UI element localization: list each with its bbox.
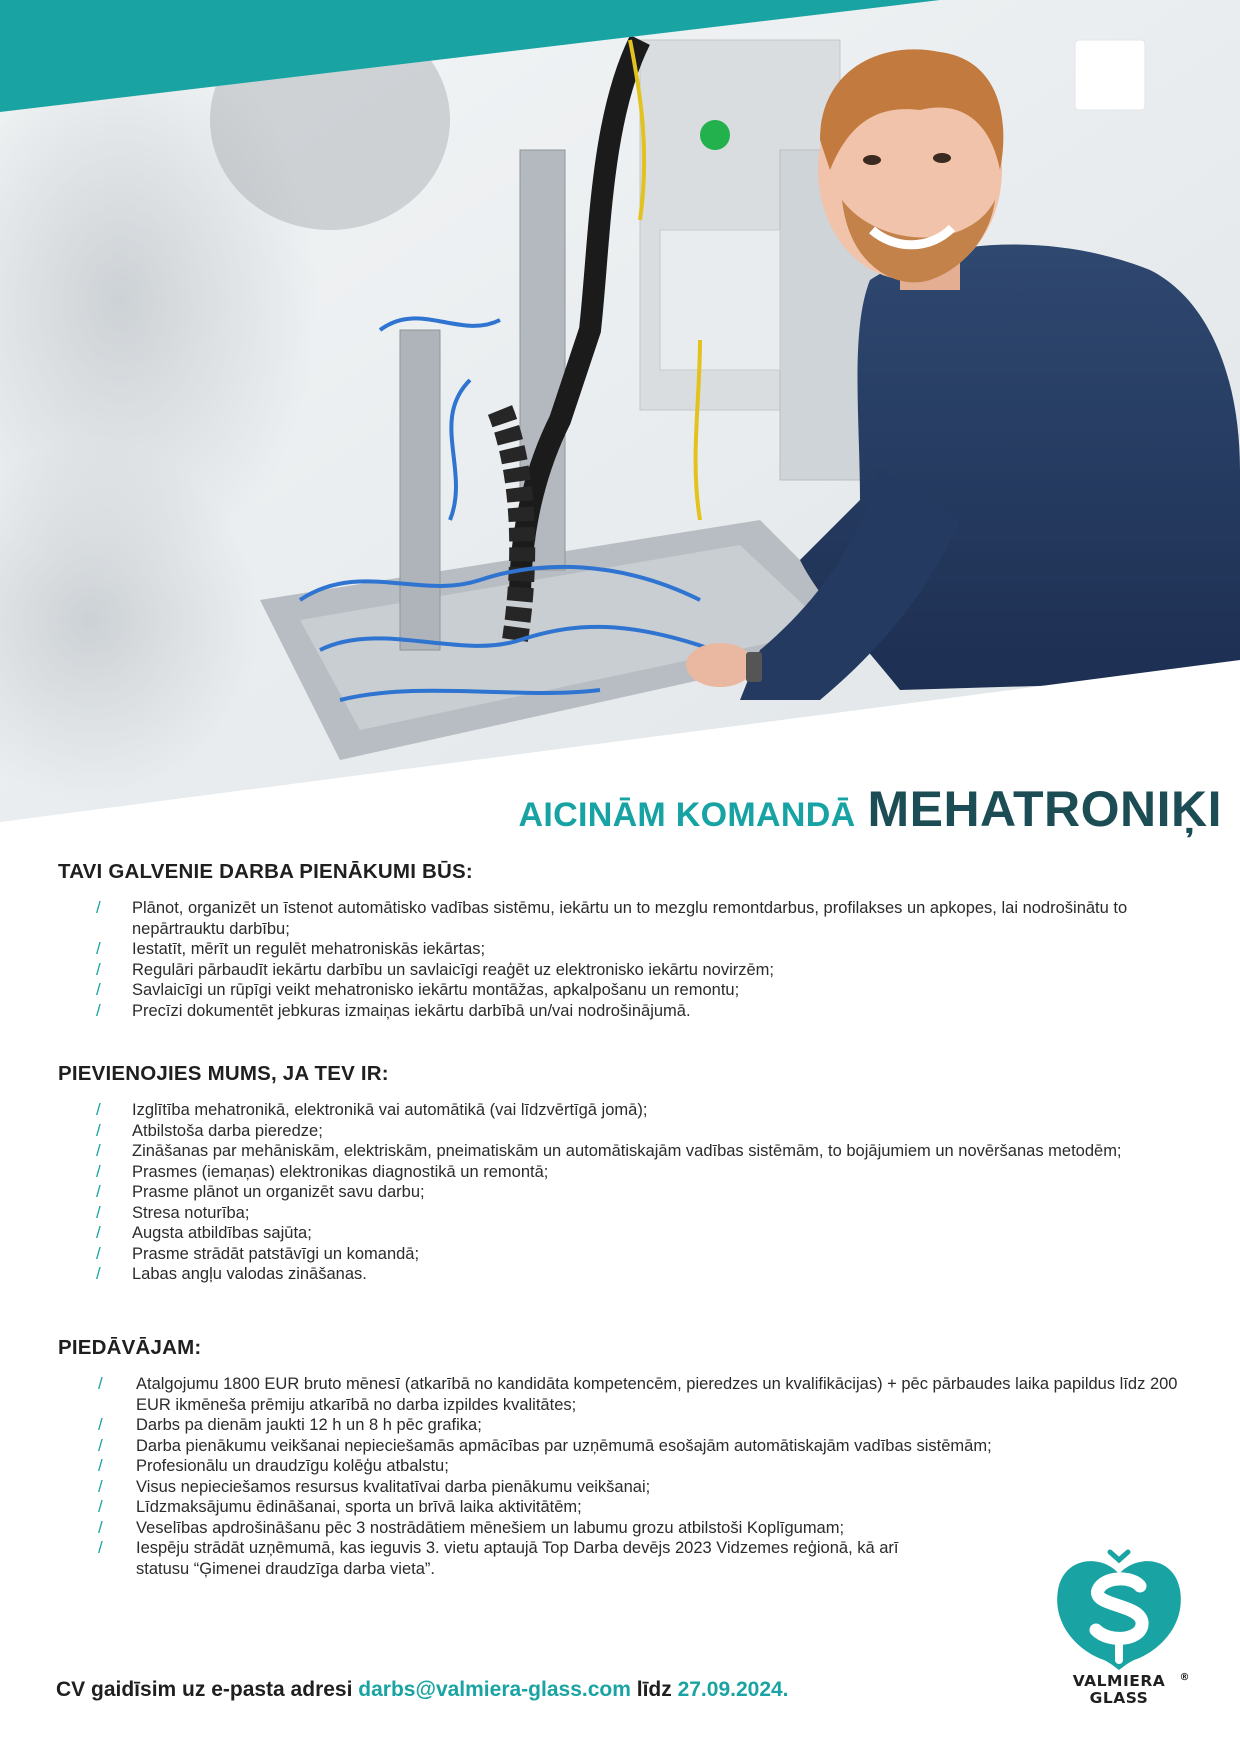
offer-list xyxy=(58,1374,1188,1579)
logo-line-1: VALMIERA xyxy=(1072,1672,1166,1690)
slash-bullet-icon: / xyxy=(96,1264,101,1283)
logo-line-2: GLASS xyxy=(1089,1689,1149,1707)
list-item xyxy=(58,1477,1188,1498)
logo-wordmark xyxy=(1052,1672,1190,1707)
list-item-text: Stresa noturība; xyxy=(132,1203,250,1222)
hero-illustration xyxy=(0,0,1240,830)
registered-mark: ® xyxy=(1179,1672,1190,1683)
list-item xyxy=(58,1162,1188,1183)
list-item-text: Plānot, organizēt un īstenot automātisko vadības sistēmu, iekārtu un to mezglu remontdarbus, profilakses un apkopes, lai nodrošinātu to nepārtrauktu darbību; xyxy=(132,899,1128,938)
email-link[interactable]: darbs@valmiera-glass.com xyxy=(358,1678,631,1701)
valmiera-glass-s-logo-icon xyxy=(1052,1548,1186,1673)
slash-bullet-icon: / xyxy=(96,1141,101,1160)
slash-bullet-icon: / xyxy=(96,1182,101,1201)
slash-bullet-icon: / xyxy=(98,1476,103,1496)
slash-bullet-icon: / xyxy=(98,1415,103,1434)
section-title: TAVI GALVENIE DARBA PIENĀKUMI BŪS: xyxy=(58,860,473,883)
slash-bullet-icon: / xyxy=(96,1161,101,1181)
list-item-text: Darbs pa dienām jaukti 12 h un 8 h pēc grafika; xyxy=(136,1416,482,1434)
headline-light: AICINĀM KOMANDĀ xyxy=(518,796,856,834)
list-item xyxy=(58,1121,1188,1142)
slash-bullet-icon: / xyxy=(96,1120,101,1140)
slash-bullet-icon: / xyxy=(96,939,101,958)
list-item xyxy=(58,1203,1188,1224)
slash-bullet-icon: / xyxy=(98,1517,103,1537)
footer-text-before: CV gaidīsim uz e-pasta adresi xyxy=(56,1678,353,1701)
list-item xyxy=(58,1244,1188,1265)
slash-bullet-icon: / xyxy=(96,959,101,979)
list-item xyxy=(58,960,1188,981)
list-item-text: Regulāri pārbaudīt iekārtu darbību un savlaicīgi reaģēt uz elektronisko iekārtu novirzēm; xyxy=(132,960,775,979)
list-item-text: Zināšanas par mehāniskām, elektriskām, pneimatiskām un automātiskajām vadības sistēmām, to bojājumiem un novēršanas metodēm; xyxy=(132,1142,1122,1160)
list-item xyxy=(58,1415,1188,1436)
list-item xyxy=(58,980,1188,1001)
list-item-text: Iestatīt, mērīt un regulēt mehatroniskās iekārtas; xyxy=(132,940,486,958)
list-item-text: Labas angļu valodas zināšanas. xyxy=(132,1265,367,1283)
section-title: PIEVIENOJIES MUMS, JA TEV IR: xyxy=(58,1062,389,1085)
duties-section xyxy=(58,860,1188,1021)
list-item xyxy=(58,1223,1188,1244)
slash-bullet-icon: / xyxy=(96,1000,101,1020)
requirements-list xyxy=(58,1100,1188,1285)
deadline-date: 27.09.2024. xyxy=(677,1678,789,1701)
list-item xyxy=(58,1538,908,1579)
list-item-text: Iespēju strādāt uzņēmumā, kas ieguvis 3. vietu aptaujā Top Darba devējs 2023 Vidzemes reģionā, kā arī statusu “Ģimenei draudzīga darba vieta”. xyxy=(136,1539,899,1578)
list-item-text: Precīzi dokumentēt jebkuras izmaiņas iekārtu darbībā un/vai nodrošinājumā. xyxy=(132,1001,691,1020)
list-item-text: Visus nepieciešamos resursus kvalitatīvai darba pienākumu veikšanai; xyxy=(136,1477,651,1496)
list-item-text: Atalgojumu 1800 EUR bruto mēnesī (atkarībā no kandidāta kompetencēm, pieredzes un kvalifikācijas) + pēc pārbaudes laika papildus līdz 200 EUR ikmēneša prēmiju atkarībā no darba izpildes kvalitātes; xyxy=(136,1375,1178,1414)
valmiera-glass-logo xyxy=(1052,1548,1190,1728)
list-item xyxy=(58,1001,1188,1022)
slash-bullet-icon: / xyxy=(96,1243,101,1263)
slash-bullet-icon: / xyxy=(98,1497,103,1516)
slash-bullet-icon: / xyxy=(98,1374,103,1393)
list-item xyxy=(58,1264,1188,1285)
slash-bullet-icon: / xyxy=(96,1202,101,1222)
list-item-text: Augsta atbildības sajūta; xyxy=(132,1224,312,1242)
list-item-text: Prasmes (iemaņas) elektronikas diagnostikā un remontā; xyxy=(132,1162,549,1181)
slash-bullet-icon: / xyxy=(98,1456,103,1475)
slash-bullet-icon: / xyxy=(96,1223,101,1242)
list-item-text: Izglītība mehatronikā, elektronikā vai automātikā (vai līdzvērtīgā jomā); xyxy=(132,1101,648,1119)
duties-list xyxy=(58,898,1188,1021)
list-item-text: Atbilstoša darba pieredze; xyxy=(132,1121,323,1140)
list-item-text: Prasme plānot un organizēt savu darbu; xyxy=(132,1183,425,1201)
slash-bullet-icon: / xyxy=(96,1100,101,1119)
list-item xyxy=(58,1182,1188,1203)
hero-photo xyxy=(0,0,1240,830)
list-item xyxy=(58,1436,1188,1457)
list-item-text: Savlaicīgi un rūpīgi veikt mehatronisko iekārtu montāžas, apkalpošanu un remontu; xyxy=(132,981,740,999)
requirements-section xyxy=(58,1062,1188,1285)
list-item-text: Darba pienākumu veikšanai nepieciešamās apmācības par uzņēmumā esošajām automātiskajām vadības sistēmām; xyxy=(136,1436,992,1455)
list-item xyxy=(58,939,1188,960)
list-item-text: Profesionālu un draudzīgu kolēģu atbalstu; xyxy=(136,1457,449,1475)
slash-bullet-icon: / xyxy=(98,1538,103,1557)
slash-bullet-icon: / xyxy=(96,898,101,917)
list-item xyxy=(58,1374,1188,1415)
list-item-text: Veselības apdrošināšanu pēc 3 nostrādātiem mēnešiem un labumu grozu atbilstoši Koplīgumam; xyxy=(136,1518,845,1537)
application-footer xyxy=(56,1678,789,1702)
list-item xyxy=(58,898,1188,939)
list-item xyxy=(58,1518,1188,1539)
footer-text-middle: līdz xyxy=(636,1678,672,1701)
list-item xyxy=(58,1497,1188,1518)
headline xyxy=(519,780,1222,838)
section-title: PIEDĀVĀJAM: xyxy=(58,1336,202,1359)
slash-bullet-icon: / xyxy=(96,980,101,999)
headline-bold: MEHATRONIĶI xyxy=(867,781,1222,837)
list-item-text: Līdzmaksājumu ēdināšanai, sporta un brīvā laika aktivitātēm; xyxy=(136,1498,582,1516)
slash-bullet-icon: / xyxy=(98,1435,103,1455)
list-item-text: Prasme strādāt patstāvīgi un komandā; xyxy=(132,1244,420,1263)
list-item xyxy=(58,1456,1188,1477)
list-item xyxy=(58,1100,1188,1121)
list-item xyxy=(58,1141,1188,1162)
offer-section xyxy=(58,1336,1188,1579)
